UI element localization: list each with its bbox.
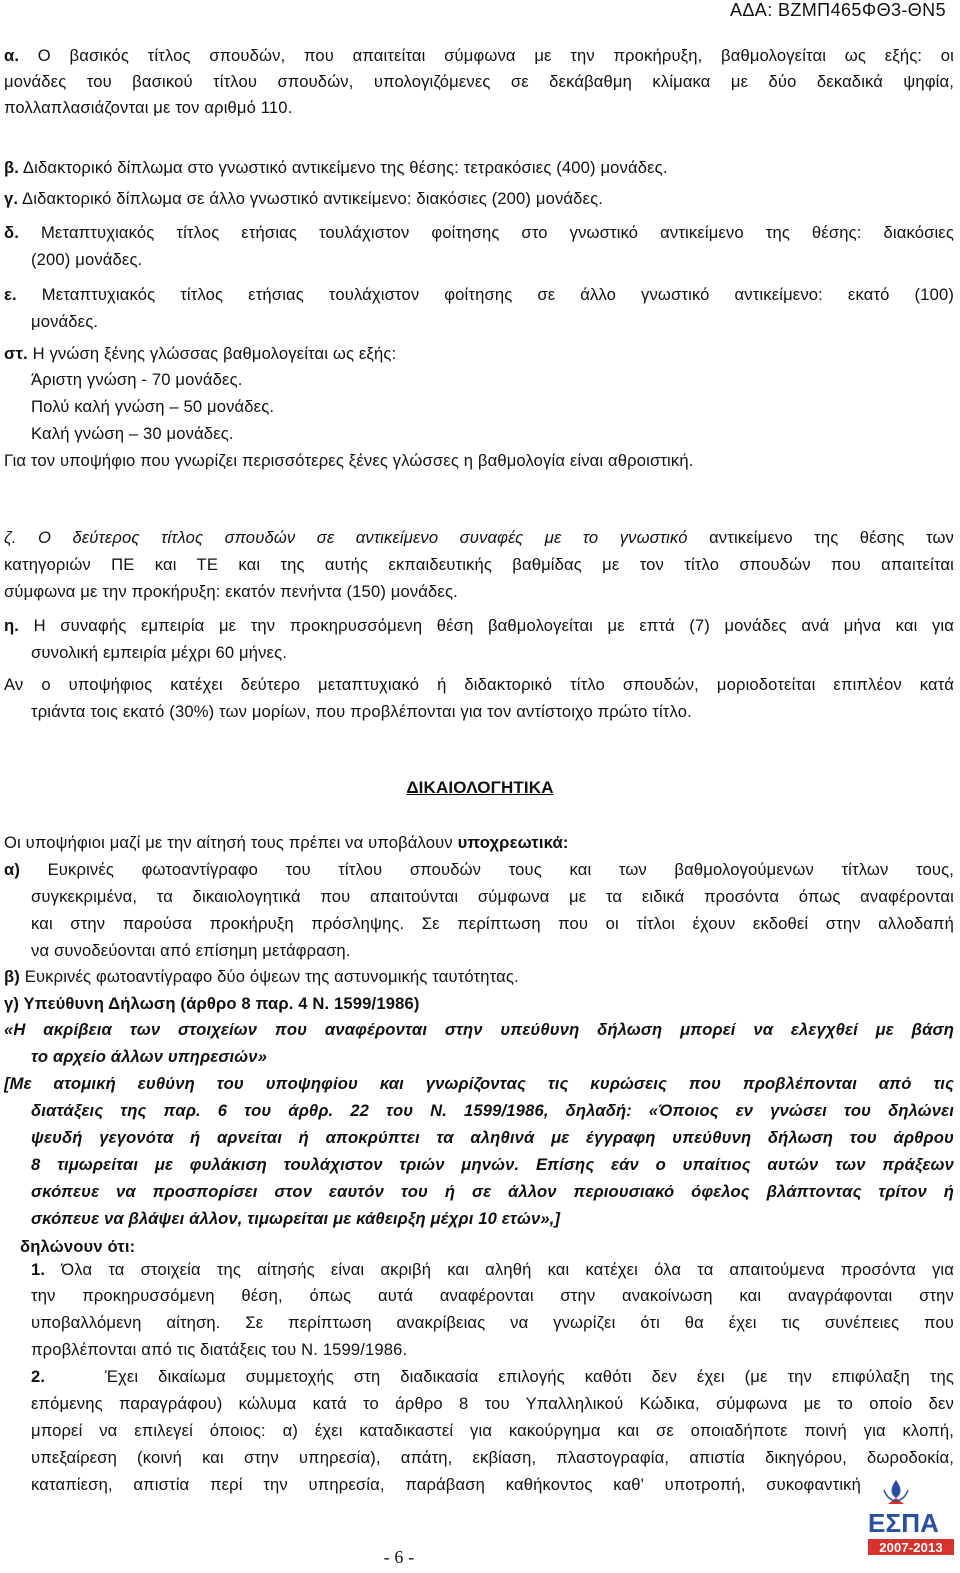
- espa-logo-text: ΕΣΠΑ: [868, 1508, 940, 1538]
- scoring-g-rest: αντικείμενο της θέσης των: [709, 528, 954, 547]
- scoring-h-line2: συνολική εμπειρία μέχρι 60 μήνες.: [31, 643, 287, 662]
- declare-1-line3: υποβαλλόμενη αίτηση. Σε περίπτωση ανακρίβειας να γνωρίζει ότι θα έχει τις συνέπειες που: [31, 1313, 954, 1332]
- scoring-f-text: Η γνώση ξένης γλώσσας βαθμολογείται ως εξής:: [32, 344, 397, 363]
- doc-a-text1: Ευκρινές φωτοαντίγραφο του τίτλου σπουδών τους και των βαθμολογούμενων τίτλων τους,: [47, 860, 954, 879]
- scoring-b-text: Διδακτορικό δίπλωμα στο γνωστικό αντικείμενο της θέσης: τετρακόσιες (400) μονάδες.: [22, 158, 668, 177]
- language-note: Για τον υποψήφιο που γνωρίζει περισσότερες ξένες γλώσσες η βαθμολογία είναι αθροιστική.: [4, 451, 694, 470]
- documents-intro-text: Οι υποψήφιοι μαζί με την αίτησή τους πρέπει να υποβάλουν: [4, 833, 453, 852]
- doc-a-line2: συγκεκριμένα, τα δικαιολογητικά που απαιτούνται σύμφωνα με τα ειδικά προσόντα όπως αναφέρονται: [31, 887, 954, 906]
- scoring-c: [4, 188, 603, 210]
- warning-line3: ψευδή γεγονότα ή αρνείται ή αποκρύπτει τα αληθινά με έγγραφη υπεύθυνη δήλωση του άρθρου: [31, 1128, 954, 1147]
- declare-2-line3: μπορεί να επιλεγεί όποιος: α) έχει καταδικαστεί για κακούργημα και σε οποιαδήποτε ποινή για κλοπή,: [31, 1421, 954, 1440]
- documents-intro: [4, 832, 569, 854]
- doc-b-marker: β): [4, 967, 20, 986]
- declare-2-line4: υπεξαίρεση (κοινή και στην υπηρεσία), απάτη, εκβίαση, πλαστογραφία, απιστία δικηγόρου, δωροδοκία,: [31, 1448, 954, 1467]
- scoring-f-marker: στ.: [4, 344, 28, 363]
- scoring-d-marker: δ.: [4, 223, 19, 242]
- document-code: ΑΔΑ: ΒΖΜΠ465ΦΘ3-ΘΝ5: [729, 0, 946, 20]
- scoring-a-line3: πολλαπλασιάζονται με τον αριθμό 110.: [4, 98, 293, 117]
- scoring-g-line2: κατηγοριών ΠΕ και ΤΕ και της αυτής εκπαιδευτικής βαθμίδας με τον τίτλο σπουδών που απαιτείται: [4, 555, 954, 574]
- scoring-b-marker: β.: [4, 158, 20, 177]
- declare-2-marker: 2.: [31, 1367, 46, 1386]
- declare-2-line1: [31, 1366, 954, 1388]
- doc-quote-line2: το αρχείο άλλων υπηρεσιών»: [31, 1047, 268, 1066]
- espa-logo: [866, 1476, 956, 1566]
- scoring-e-line1: [4, 284, 954, 306]
- warning-line4: 8 τιμωρείται με φυλάκιση τουλάχιστον τριών μηνών. Επίσης εάν ο υπαίτιος αυτών των πράξεων: [31, 1155, 954, 1174]
- scoring-g-line3: σύμφωνα με την προκήρυξη: εκατόν πενήντα (150) μονάδες.: [4, 582, 458, 601]
- espa-logo-years: 2007-2013: [879, 1540, 943, 1555]
- doc-a-marker: α): [4, 860, 21, 879]
- espa-logo-emblem-icon: [884, 1480, 908, 1504]
- doc-a-line1: [4, 859, 954, 881]
- declare-1-marker: 1.: [31, 1260, 46, 1279]
- declare-label: δηλώνουν ότι:: [20, 1237, 136, 1256]
- declare-2-line5: καταπίεση, απιστία περί την υπηρεσία, παράβαση καθήκοντος καθ' υποτροπή, συκοφαντική: [31, 1475, 861, 1494]
- doc-a-line3: και στην παρούσα προκήρυξη πρόσληψης. Σε περίπτωση που οι τίτλοι έχουν εκδοθεί στην αλλοδαπή: [31, 914, 954, 933]
- scoring-g-italic: ζ. Ο δεύτερος τίτλος σπουδών σε αντικείμενο συναφές με το γνωστικό: [4, 528, 688, 547]
- scoring-d-line2: (200) μονάδες.: [31, 250, 143, 269]
- doc-a-line4: να συνοδεύονται από επίσημη μετάφραση.: [31, 941, 351, 960]
- scoring-e-marker: ε.: [4, 285, 17, 304]
- scoring-h-marker: η.: [4, 616, 20, 635]
- declare-1-line1: [31, 1259, 954, 1281]
- scoring-h-line1: [4, 615, 954, 637]
- documents-intro-bold: υποχρεωτικά:: [457, 833, 569, 852]
- scoring-f: [4, 343, 396, 365]
- scoring-b: [4, 157, 668, 179]
- scoring-c-text: Διδακτορικό δίπλωμα σε άλλο γνωστικό αντικείμενο: διακόσιες (200) μονάδες.: [22, 189, 603, 208]
- scoring-a-line1: [4, 45, 954, 67]
- doc-b-text: Ευκρινές φωτοαντίγραφο δύο όψεων της αστυνομικής ταυτότητας.: [24, 967, 519, 986]
- language-level-excellent: Άριστη γνώση - 70 μονάδες.: [31, 370, 243, 389]
- scoring-d-line1: [4, 222, 954, 244]
- doc-b: [4, 966, 519, 988]
- scoring-a-text1: Ο βασικός τίτλος σπουδών, που απαιτείται σύμφωνα με την προκήρυξη, βαθμολογείται ως εξής: οι: [37, 46, 954, 65]
- warning-line2: διατάξεις της παρ. 6 του άρθρ. 22 του Ν. 1599/1986, δηλαδή: «Όποιος εν γνώσει του δηλώνει: [31, 1101, 954, 1120]
- scoring-h-text1: Η συναφής εμπειρία με την προκηρυσσόμενη θέση βαθμολογείται με επτά (7) μονάδες ανά μήνα και για: [33, 616, 954, 635]
- doc-quote-line1: «Η ακρίβεια των στοιχείων που αναφέρονται στην υπεύθυνη δήλωση μπορεί να ελεγχθεί με βάση: [4, 1020, 954, 1039]
- scoring-d-text1: Μεταπτυχιακός τίτλος ετήσιας τουλάχιστον φοίτησης στο γνωστικό αντικείμενο της θέσης: διακόσιες: [40, 223, 954, 242]
- warning-line1: [Με ατομική ευθύνη του υποψηφίου και γνωρίζοντας τις κυρώσεις που προβλέπονται από τις: [4, 1074, 954, 1093]
- scoring-g-line1: [4, 527, 954, 549]
- declare-1-text1: Όλα τα στοιχεία της αίτησής είναι ακριβή και αληθή και κατέχει όλα τα απαιτούμενα προσόντα για: [61, 1260, 954, 1279]
- scoring-c-marker: γ.: [4, 189, 19, 208]
- scoring-e-text1: Μεταπτυχιακός τίτλος ετήσιας τουλάχιστον φοίτησης σε άλλο γνωστικό αντικείμενο: εκατό (100): [41, 285, 954, 304]
- bonus-line2: τριάντα τοις εκατό (30%) των μορίων, που προβλέπονται για τον αντίστοιχο πρώτο τίτλο.: [31, 702, 692, 721]
- language-level-good: Καλή γνώση – 30 μονάδες.: [31, 424, 234, 443]
- doc-c: γ) Υπεύθυνη Δήλωση (άρθρο 8 παρ. 4 Ν. 1599/1986): [4, 994, 420, 1013]
- declare-1-line2: την προκηρυσσόμενη θέση, όπως αυτά αναφέρονται στην ανακοίνωση και αναγράφονται στην: [31, 1286, 954, 1305]
- declare-2-line2: επόμενης παραγράφου) κώλυμα κατά το άρθρο 8 του Υπαλληλικού Κώδικα, σύμφωνα με το οποίο δεν: [31, 1394, 954, 1413]
- page-number: - 6 -: [383, 1547, 415, 1567]
- scoring-a-line2: μονάδες του βασικού τίτλου σπουδών, υπολογιζόμενες σε δεκάβαθμη κλίμακα με δύο δεκαδικά ψηφία,: [4, 72, 954, 91]
- scoring-e-line2: μονάδες.: [31, 312, 99, 331]
- warning-line5: σκόπευε να προσπορίσει στον εαυτόν του ή σε άλλον περιουσιακό όφελος βλάπτοντας τρίτον ή: [31, 1182, 954, 1201]
- section-heading-documents: ΔΙΚΑΙΟΛΟΓΗΤΙΚΑ: [406, 778, 554, 797]
- scoring-a-marker: α.: [4, 46, 20, 65]
- declare-1-line4: προβλέπονται από τις διατάξεις του Ν. 1599/1986.: [31, 1340, 408, 1359]
- warning-line6: σκόπευε να βλάψει άλλον, τιμωρείται με κάθειρξη μέχρι 10 ετών»,]: [31, 1209, 561, 1228]
- declare-2-text1: Έχει δικαίωμα συμμετοχής στη διαδικασία επιλογής καθότι δεν έχει (με την επιφύλαξη της: [104, 1367, 954, 1386]
- bonus-line1: Αν ο υποψήφιος κατέχει δεύτερο μεταπτυχιακό ή διδακτορικό τίτλο σπουδών, μοριοδοτείται επιπλέον κατά: [4, 675, 954, 694]
- language-level-very-good: Πολύ καλή γνώση – 50 μονάδες.: [31, 397, 275, 416]
